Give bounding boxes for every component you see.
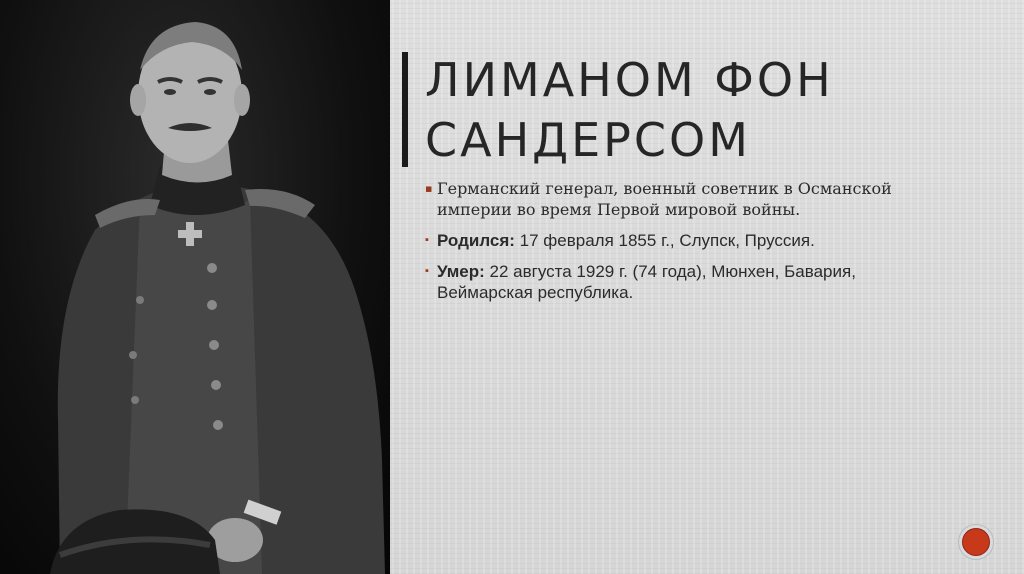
portrait-photo <box>0 0 390 574</box>
bullet-item-born <box>425 230 925 251</box>
bullet-item-description <box>425 178 925 220</box>
bullet-list <box>425 178 925 313</box>
next-slide-button[interactable] <box>958 524 994 560</box>
bullet-description-text: Германский генерал, военный советник в Османской империи во время Первой мировой войны. <box>437 179 892 219</box>
circle-nav-icon <box>962 528 990 556</box>
title-line-2: САНДЕРСОМ <box>425 113 751 167</box>
born-value: 17 февраля 1855 г., Слупск, Пруссия. <box>514 231 815 250</box>
died-label: Умер: <box>437 262 485 281</box>
bullet-item-died <box>425 261 925 303</box>
born-label: Родился: <box>437 231 515 250</box>
portrait-illustration <box>0 0 390 574</box>
slide-title <box>425 50 985 170</box>
title-accent-bar <box>402 52 408 167</box>
died-value: 22 августа 1929 г. (74 года), Мюнхен, Бавария, Веймарская республика. <box>437 262 856 302</box>
title-line-1: ЛИМАНОМ ФОН <box>425 53 834 107</box>
